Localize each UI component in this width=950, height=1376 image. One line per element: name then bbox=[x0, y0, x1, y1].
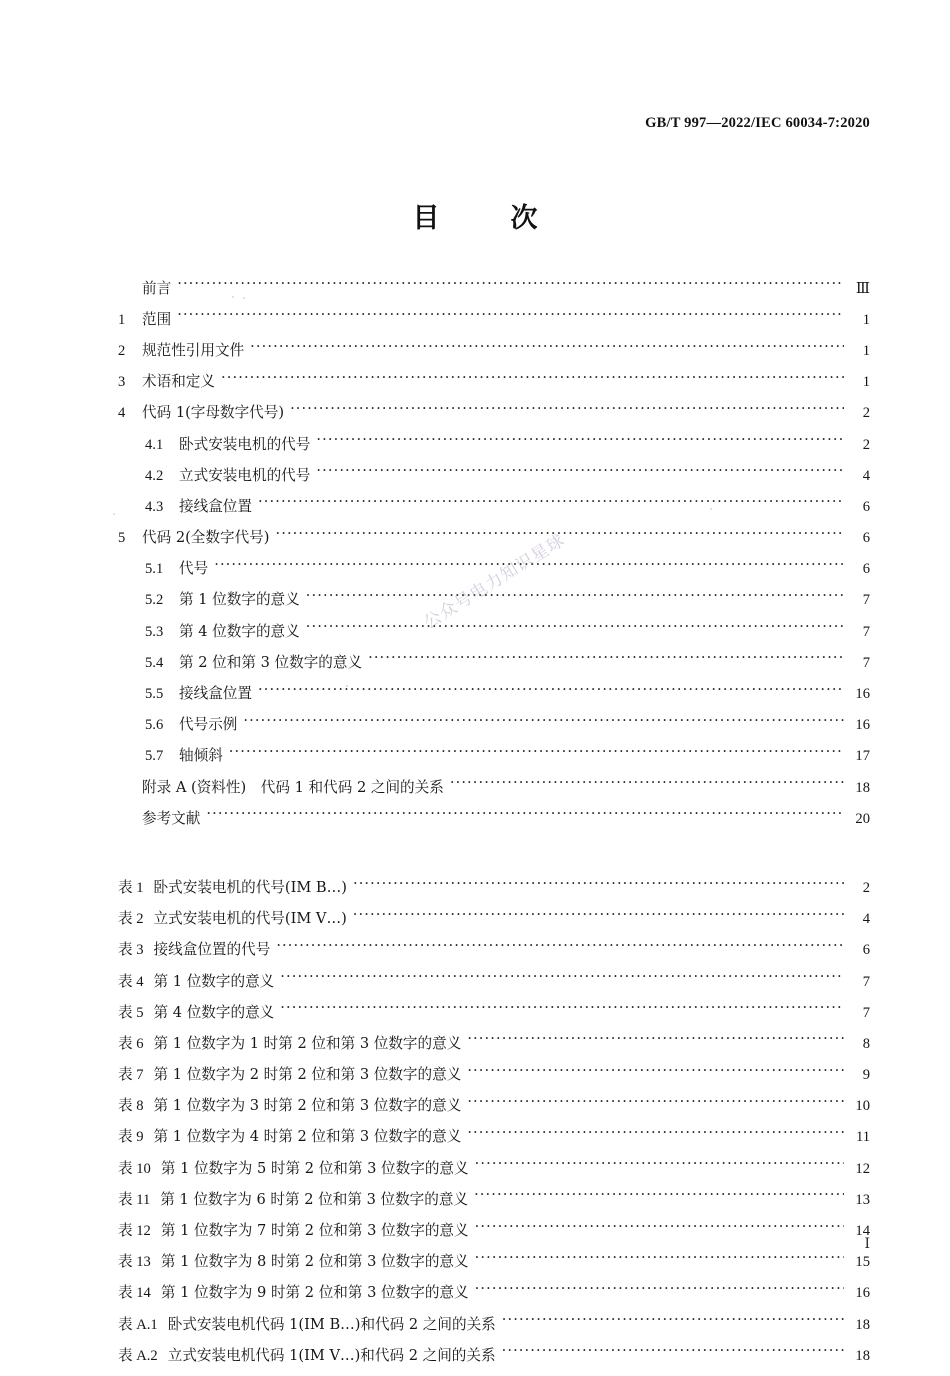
toc-entry-number: 5.7 bbox=[145, 748, 164, 765]
toc-entry-label: 第 1 位数字为 2 时第 2 位和第 3 位数字的意义 bbox=[153, 1066, 462, 1084]
toc-entry-label: 第 1 位数字为 8 时第 2 位和第 3 位数字的意义 bbox=[160, 1253, 469, 1271]
toc-entry-number: 5.4 bbox=[145, 654, 164, 671]
toc-dot-leader bbox=[353, 877, 844, 892]
scan-speckle bbox=[243, 297, 245, 299]
toc-entry-number: 5.3 bbox=[145, 623, 164, 640]
toc-entry-page-number: 4 bbox=[862, 467, 870, 484]
toc-entry-label: 第 2 位和第 3 位数字的意义 bbox=[179, 653, 363, 671]
toc-entry-number: 表 A.1 bbox=[118, 1316, 158, 1333]
toc-dot-leader bbox=[467, 1033, 844, 1048]
toc-clause-entry[interactable] bbox=[118, 808, 870, 839]
toc-entry-number: 表 11 bbox=[118, 1191, 151, 1208]
toc-entry-page-number: 8 bbox=[862, 1035, 870, 1052]
toc-entry-label: 代号示例 bbox=[179, 716, 238, 734]
toc-table-entry[interactable] bbox=[118, 1220, 870, 1251]
toc-table-entry[interactable] bbox=[118, 971, 870, 1002]
toc-entry-page-number: 7 bbox=[862, 654, 870, 671]
toc-entry-page-number: Ⅲ bbox=[855, 280, 870, 297]
toc-dot-leader bbox=[280, 1002, 844, 1017]
toc-entry-page-number: 11 bbox=[855, 1129, 870, 1146]
toc-clause-entry[interactable] bbox=[118, 528, 870, 559]
toc-entry-page-number: 6 bbox=[862, 530, 870, 547]
toc-entry-page-number: 15 bbox=[855, 1254, 870, 1271]
toc-entry-label: 术语和定义 bbox=[142, 373, 215, 391]
toc-dot-leader bbox=[280, 971, 844, 986]
toc-entry-page-number: 18 bbox=[855, 1316, 870, 1333]
toc-clause-entry[interactable] bbox=[118, 372, 870, 403]
toc-entry-number: 表 8 bbox=[118, 1098, 144, 1115]
toc-entry-number: 表 7 bbox=[118, 1067, 144, 1084]
toc-table-entry[interactable] bbox=[118, 1345, 870, 1376]
toc-dot-leader bbox=[177, 309, 844, 324]
toc-entry-number: 4.2 bbox=[145, 467, 164, 484]
toc-entry-page-number: 1 bbox=[862, 342, 870, 359]
toc-dot-leader bbox=[467, 1065, 844, 1080]
toc-entry-label: 轴倾斜 bbox=[179, 747, 223, 765]
toc-entry-label: 参考文献 bbox=[142, 809, 201, 827]
toc-entry-page-number: 1 bbox=[862, 311, 870, 328]
table-of-contents bbox=[118, 278, 870, 1376]
toc-entry-number: 5.6 bbox=[145, 717, 164, 734]
toc-table-entry[interactable] bbox=[118, 1065, 870, 1096]
page-number: Ⅰ bbox=[864, 1237, 870, 1252]
toc-entry-label: 第 1 位数字为 6 时第 2 位和第 3 位数字的意义 bbox=[160, 1190, 469, 1208]
toc-clause-entry[interactable] bbox=[118, 309, 870, 340]
toc-entry-label: 第 1 位数字的意义 bbox=[179, 591, 300, 609]
toc-entry-label: 卧式安装电机的代号 bbox=[179, 435, 311, 453]
toc-table-entry[interactable] bbox=[118, 1033, 870, 1064]
page-title: 目 次 bbox=[412, 203, 560, 234]
toc-dot-leader bbox=[467, 1127, 844, 1142]
toc-dot-leader bbox=[502, 1345, 844, 1360]
toc-dot-leader bbox=[306, 621, 844, 636]
toc-clause-entry[interactable] bbox=[118, 715, 870, 746]
toc-clause-entry[interactable] bbox=[118, 278, 870, 309]
toc-entry-label: 卧式安装电机代码 1(IM B…)和代码 2 之间的关系 bbox=[167, 1315, 496, 1333]
toc-entry-label: 第 1 位数字的意义 bbox=[153, 972, 275, 990]
toc-dot-leader bbox=[316, 465, 844, 480]
toc-table-entry[interactable] bbox=[118, 1252, 870, 1283]
toc-entry-page-number: 18 bbox=[855, 779, 870, 796]
toc-table-entry[interactable] bbox=[118, 940, 870, 971]
toc-dot-leader bbox=[275, 528, 844, 543]
toc-dot-leader bbox=[221, 372, 844, 387]
toc-entry-page-number: 6 bbox=[862, 942, 870, 959]
toc-entry-page-number: 6 bbox=[862, 498, 870, 515]
toc-dot-leader bbox=[243, 715, 844, 730]
toc-dot-leader bbox=[475, 1220, 844, 1235]
toc-entry-number: 表 3 bbox=[118, 942, 144, 959]
toc-clause-entry[interactable] bbox=[118, 403, 870, 434]
toc-dot-leader bbox=[229, 746, 844, 761]
toc-entry-number: 表 6 bbox=[118, 1035, 144, 1052]
toc-entry-page-number: 16 bbox=[855, 686, 870, 703]
toc-dot-leader bbox=[475, 1252, 844, 1267]
toc-dot-leader bbox=[276, 940, 844, 955]
toc-section-divider bbox=[118, 839, 870, 877]
toc-entry-page-number: 6 bbox=[862, 561, 870, 578]
toc-entry-page-number: 7 bbox=[862, 1004, 870, 1021]
toc-entry-number: 4 bbox=[118, 405, 126, 422]
scan-speckle bbox=[180, 1196, 182, 1198]
toc-clause-entry[interactable] bbox=[118, 496, 870, 527]
toc-entry-label: 第 1 位数字为 9 时第 2 位和第 3 位数字的意义 bbox=[160, 1284, 469, 1302]
toc-clause-entry[interactable] bbox=[118, 652, 870, 683]
watermark-text: 公众号电力知识星球 bbox=[420, 530, 569, 634]
scan-speckle bbox=[710, 508, 712, 510]
toc-dot-leader bbox=[475, 1283, 844, 1298]
toc-entry-label: 规范性引用文件 bbox=[142, 341, 245, 359]
toc-table-entry[interactable] bbox=[118, 877, 870, 908]
toc-entry-number: 表 5 bbox=[118, 1004, 144, 1021]
toc-entry-label: 接线盒位置 bbox=[179, 497, 252, 515]
toc-table-list bbox=[118, 877, 870, 1376]
toc-entry-page-number: 16 bbox=[855, 717, 870, 734]
toc-entry-page-number: 2 bbox=[862, 405, 870, 422]
toc-clause-entry[interactable] bbox=[118, 434, 870, 465]
toc-entry-label: 代码 1(字母数字代号) bbox=[142, 404, 285, 422]
running-header-standard-number: GB/T 997—2022/IEC 60034-7:2020 bbox=[645, 115, 870, 131]
toc-entry-number: 4.3 bbox=[145, 498, 164, 515]
toc-entry-number: 3 bbox=[118, 374, 126, 391]
toc-entry-label: 立式安装电机代码 1(IM V…)和代码 2 之间的关系 bbox=[167, 1346, 496, 1364]
toc-entry-number: 2 bbox=[118, 342, 126, 359]
toc-entry-number: 5.5 bbox=[145, 686, 164, 703]
toc-entry-page-number: 12 bbox=[855, 1160, 870, 1177]
toc-entry-number: 表 A.2 bbox=[118, 1347, 158, 1364]
toc-table-entry[interactable] bbox=[118, 1283, 870, 1314]
toc-clause-entry[interactable] bbox=[118, 590, 870, 621]
toc-clause-entry[interactable] bbox=[118, 559, 870, 590]
toc-dot-leader bbox=[316, 434, 844, 449]
toc-table-entry[interactable] bbox=[118, 1096, 870, 1127]
toc-entry-number: 表 13 bbox=[118, 1254, 151, 1271]
toc-clause-entry[interactable] bbox=[118, 621, 870, 652]
toc-entry-number: 4.1 bbox=[145, 436, 164, 453]
toc-dot-leader bbox=[368, 652, 844, 667]
toc-entry-number: 表 2 bbox=[118, 911, 144, 928]
toc-entry-page-number: 2 bbox=[862, 436, 870, 453]
toc-entry-page-number: 17 bbox=[855, 748, 870, 765]
toc-dot-leader bbox=[177, 278, 844, 293]
toc-table-entry[interactable] bbox=[118, 1189, 870, 1220]
toc-entry-page-number: 7 bbox=[862, 592, 870, 609]
toc-entry-number: 5.2 bbox=[145, 592, 164, 609]
scan-speckle bbox=[346, 685, 348, 687]
toc-entry-page-number: 2 bbox=[862, 879, 870, 896]
toc-entry-number: 1 bbox=[118, 311, 126, 328]
toc-entry-page-number: 7 bbox=[862, 623, 870, 640]
toc-entry-number: 表 4 bbox=[118, 973, 144, 990]
toc-entry-label: 立式安装电机的代号(IM V…) bbox=[153, 910, 347, 928]
toc-entry-page-number: 14 bbox=[855, 1223, 870, 1240]
scan-speckle bbox=[113, 513, 115, 515]
toc-entry-label: 第 1 位数字为 5 时第 2 位和第 3 位数字的意义 bbox=[160, 1159, 469, 1177]
toc-dot-leader bbox=[206, 808, 844, 823]
toc-entry-page-number: 18 bbox=[855, 1347, 870, 1364]
toc-dot-leader bbox=[250, 340, 844, 355]
toc-entry-number: 表 14 bbox=[118, 1285, 151, 1302]
toc-entry-number: 5 bbox=[118, 530, 126, 547]
toc-clause-list bbox=[118, 278, 870, 839]
toc-entry-label: 第 1 位数字为 1 时第 2 位和第 3 位数字的意义 bbox=[153, 1034, 462, 1052]
toc-clause-entry[interactable] bbox=[118, 777, 870, 808]
toc-clause-entry[interactable] bbox=[118, 340, 870, 371]
toc-entry-label: 第 1 位数字为 3 时第 2 位和第 3 位数字的意义 bbox=[153, 1097, 462, 1115]
toc-entry-label: 范围 bbox=[142, 310, 172, 328]
toc-entry-label: 附录 A (资料性) 代码 1 和代码 2 之间的关系 bbox=[142, 778, 444, 796]
toc-entry-number: 表 12 bbox=[118, 1223, 151, 1240]
toc-entry-label: 第 1 位数字为 4 时第 2 位和第 3 位数字的意义 bbox=[153, 1128, 462, 1146]
toc-dot-leader bbox=[450, 777, 844, 792]
toc-table-entry[interactable] bbox=[118, 909, 870, 940]
toc-clause-entry[interactable] bbox=[118, 465, 870, 496]
toc-dot-leader bbox=[290, 403, 844, 418]
toc-entry-label: 代码 2(全数字代号) bbox=[142, 529, 270, 547]
toc-entry-number: 表 10 bbox=[118, 1160, 151, 1177]
toc-table-entry[interactable] bbox=[118, 1127, 870, 1158]
toc-entry-page-number: 9 bbox=[862, 1067, 870, 1084]
toc-entry-page-number: 16 bbox=[855, 1285, 870, 1302]
toc-entry-label: 代号 bbox=[179, 560, 209, 578]
toc-entry-label: 接线盒位置的代号 bbox=[153, 941, 271, 959]
toc-entry-number: 表 1 bbox=[118, 879, 144, 896]
toc-dot-leader bbox=[214, 559, 844, 574]
toc-dot-leader bbox=[502, 1314, 844, 1329]
toc-dot-leader bbox=[353, 909, 844, 924]
toc-entry-number: 5.1 bbox=[145, 561, 164, 578]
toc-entry-label: 前言 bbox=[142, 279, 172, 297]
toc-entry-page-number: 7 bbox=[862, 973, 870, 990]
toc-dot-leader bbox=[306, 590, 844, 605]
toc-dot-leader bbox=[467, 1096, 844, 1111]
toc-entry-number: 表 9 bbox=[118, 1129, 144, 1146]
toc-entry-label: 第 4 位数字的意义 bbox=[153, 1003, 275, 1021]
scan-speckle bbox=[232, 296, 234, 298]
toc-dot-leader bbox=[475, 1158, 844, 1173]
toc-entry-page-number: 20 bbox=[855, 810, 870, 827]
toc-entry-label: 第 1 位数字为 7 时第 2 位和第 3 位数字的意义 bbox=[160, 1222, 469, 1240]
toc-entry-label: 立式安装电机的代号 bbox=[179, 466, 311, 484]
toc-dot-leader bbox=[258, 496, 844, 511]
toc-entry-label: 接线盒位置 bbox=[179, 685, 252, 703]
toc-entry-page-number: 4 bbox=[862, 911, 870, 928]
toc-table-entry[interactable] bbox=[118, 1002, 870, 1033]
toc-entry-page-number: 13 bbox=[855, 1191, 870, 1208]
toc-entry-label: 第 4 位数字的意义 bbox=[179, 622, 300, 640]
toc-entry-page-number: 10 bbox=[855, 1098, 870, 1115]
toc-clause-entry[interactable] bbox=[118, 683, 870, 714]
toc-dot-leader bbox=[474, 1189, 844, 1204]
toc-entry-label: 卧式安装电机的代号(IM B…) bbox=[153, 878, 347, 896]
toc-entry-page-number: 1 bbox=[862, 374, 870, 391]
toc-clause-entry[interactable] bbox=[118, 746, 870, 777]
toc-table-entry[interactable] bbox=[118, 1314, 870, 1345]
toc-table-entry[interactable] bbox=[118, 1158, 870, 1189]
